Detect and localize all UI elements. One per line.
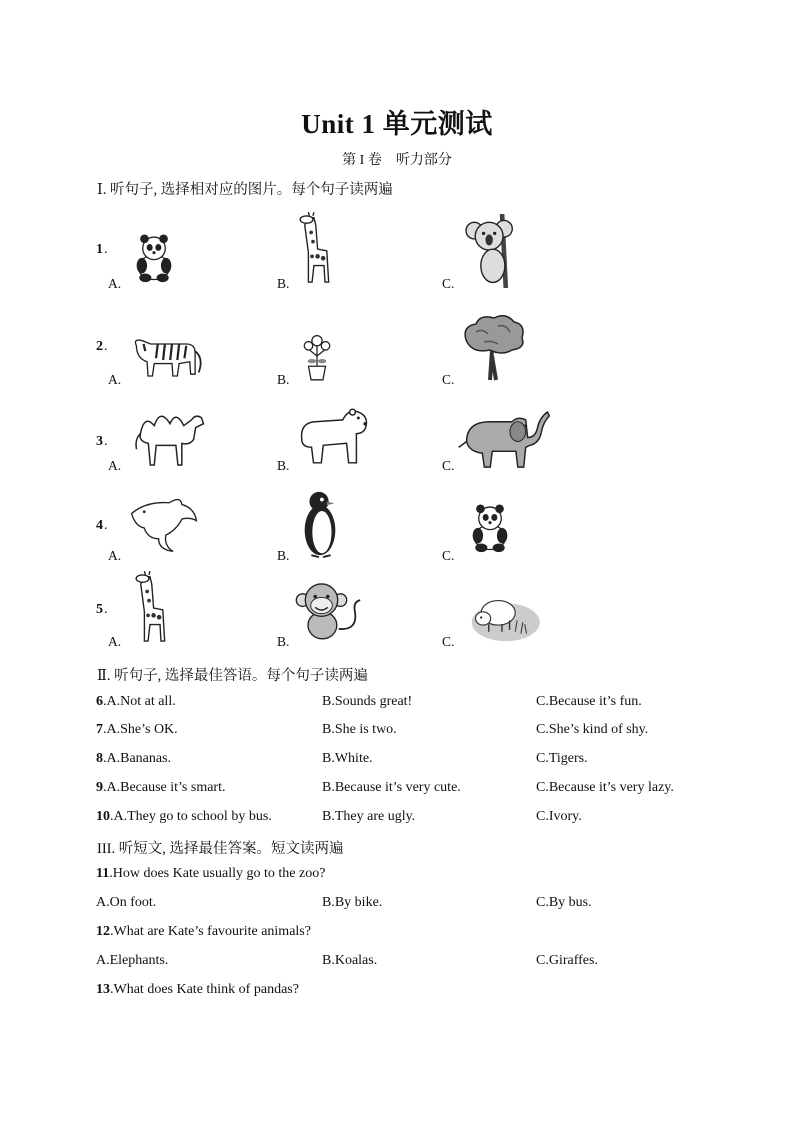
option-label: A. [108, 458, 122, 473]
panda-icon [128, 228, 180, 286]
koala-icon [460, 214, 522, 288]
giraffe-icon [126, 570, 172, 646]
answer-question-row: 7.A.She’s OK. B.She is two. C.She’s kind of shy. [96, 722, 649, 737]
panda-icon [464, 498, 516, 556]
option-a: A.Because it’s smart. [106, 780, 226, 795]
question-number: 13 [96, 982, 110, 997]
section-one-heading: Ⅰ. 听句子, 选择相对应的图片。每个句子读两遍 [97, 182, 393, 198]
option-a: A.Not at all. [106, 694, 176, 709]
option-label: A. [108, 634, 122, 649]
tree-icon [458, 312, 528, 382]
option-b: B.Because it’s very cute. [322, 780, 461, 795]
option-label: C. [442, 458, 455, 473]
monkey-icon [290, 578, 362, 642]
penguin-icon [296, 488, 344, 560]
option-label: A. [108, 548, 122, 563]
option-label: B. [277, 634, 290, 649]
section-two-heading: Ⅱ. 听句子, 选择最佳答语。每个句子读两遍 [97, 668, 368, 684]
option-c: C.Because it’s fun. [536, 694, 642, 709]
option-c: C.Because it’s very lazy. [536, 780, 674, 795]
flower-pot-icon [300, 328, 334, 384]
passage-options-row [96, 895, 736, 915]
option-c: C.Giraffes. [536, 953, 598, 968]
question-number: 12 [96, 924, 110, 939]
polar-bear-icon [294, 404, 372, 468]
option-b: B.Sounds great! [322, 694, 413, 709]
option-label: C. [442, 276, 455, 291]
option-label: A. [108, 276, 122, 291]
tiger-icon [124, 330, 204, 382]
passage-options-row [96, 953, 736, 973]
section-three-heading: III. 听短文, 选择最佳答案。短文读两遍 [97, 841, 344, 857]
option-a: A.They go to school by bus. [113, 809, 272, 824]
answer-question-row: 10.A.They go to school by bus. B.They are ugly. C.Ivory. [96, 809, 582, 824]
sheep-icon [462, 592, 542, 644]
option-label: B. [277, 276, 290, 291]
option-c: C.Tigers. [536, 751, 588, 766]
option-b: B.Koalas. [322, 953, 378, 968]
question-number: 5 [96, 602, 103, 617]
passage-question [96, 982, 299, 998]
passage-question [96, 924, 311, 940]
option-c: C.Ivory. [536, 809, 582, 824]
question-number: 7 [96, 722, 103, 737]
option-b: B.White. [322, 751, 373, 766]
question-number: 11 [96, 866, 110, 881]
option-label: C. [442, 634, 455, 649]
answer-question-row: 8.A.Bananas. B.White. C.Tigers. [96, 751, 588, 766]
question-number: 10 [96, 809, 110, 824]
question-number: 3 [96, 434, 103, 449]
answer-question-row: 9.A.Because it’s smart. B.Because it’s very cute. C.Because it’s very lazy. [96, 780, 674, 795]
question-number: 6 [96, 694, 103, 709]
page-title: Unit 1 单元测试 [301, 109, 493, 139]
question-text: .How does Kate usually go to the zoo? [109, 866, 326, 881]
passage-question [96, 866, 325, 882]
question-number: 1 [96, 242, 103, 257]
question-number: 4 [96, 518, 103, 533]
option-label: B. [277, 548, 290, 563]
option-a: A.On foot. [96, 895, 157, 910]
option-a: A.Bananas. [106, 751, 172, 766]
option-label: B. [277, 372, 290, 387]
option-a: A.She’s OK. [106, 722, 178, 737]
option-label: A. [108, 372, 122, 387]
option-c: C.By bus. [536, 895, 592, 910]
dolphin-icon [128, 492, 200, 554]
question-text: .What does Kate think of pandas? [110, 982, 299, 997]
question-text: .What are Kate’s favourite animals? [110, 924, 311, 939]
question-number: 8 [96, 751, 103, 766]
option-b: B.By bike. [322, 895, 383, 910]
option-b: B.She is two. [322, 722, 397, 737]
option-a: A.Elephants. [96, 953, 169, 968]
giraffe-icon [290, 210, 336, 288]
option-label: C. [442, 548, 455, 563]
elephant-icon [456, 408, 556, 472]
option-c: C.She’s kind of shy. [536, 722, 649, 737]
option-b: B.They are ugly. [322, 809, 416, 824]
answer-question-row: 6.A.Not at all. B.Sounds great! C.Because it’s fun. [96, 694, 642, 709]
page-subtitle: 第 I 卷 听力部分 [342, 153, 452, 168]
option-label: B. [277, 458, 290, 473]
question-number: 9 [96, 780, 103, 795]
question-number: 2 [96, 339, 103, 354]
camel-icon [130, 404, 210, 468]
option-label: C. [442, 372, 455, 387]
